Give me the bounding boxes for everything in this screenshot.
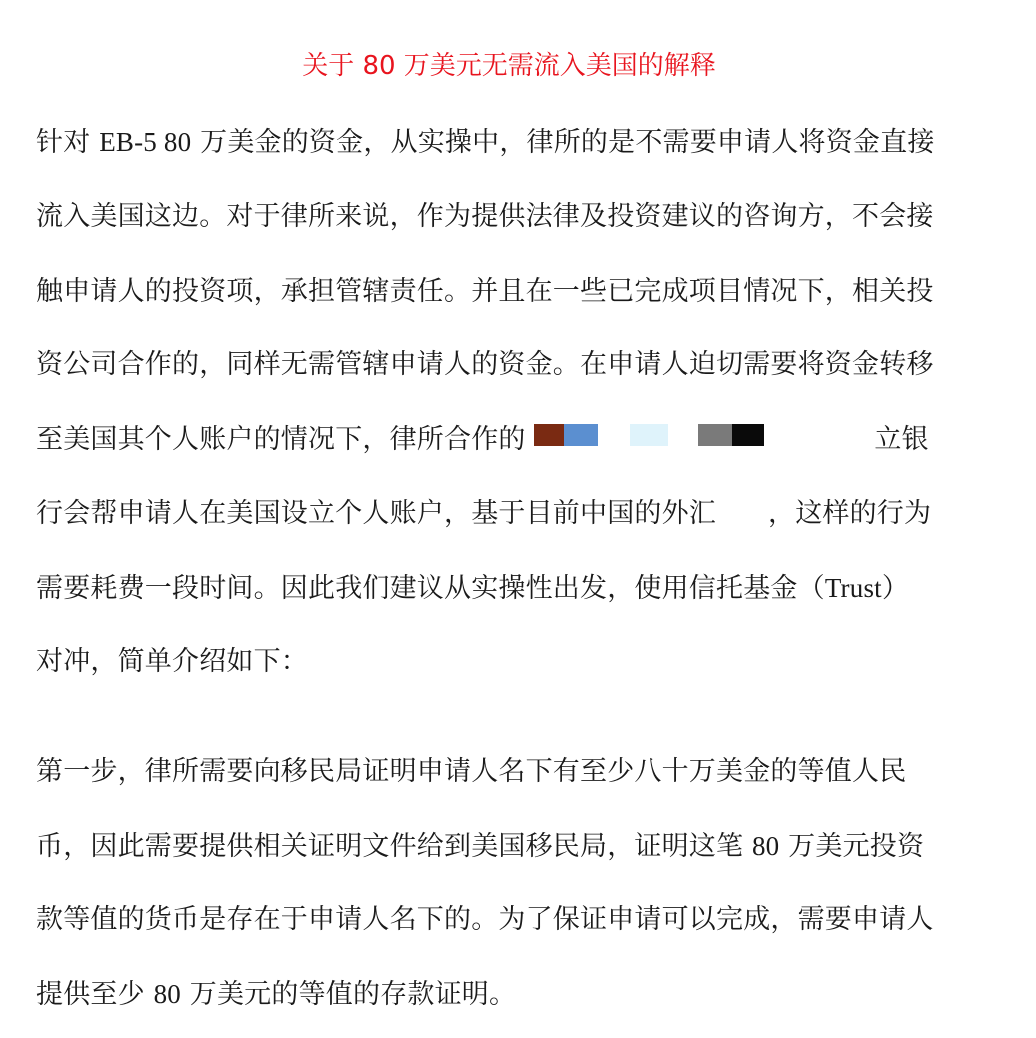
paragraph-2-line-1: 第一步，律所需要向移民局证明申请人名下有至少八十万美金的等值人民 <box>36 756 907 787</box>
text-segment: 提供至少 <box>36 979 154 1010</box>
redaction-mark-1 <box>534 424 564 446</box>
text-segment: 针对 <box>36 127 100 158</box>
text-segment: ，这样的行为 <box>768 498 932 529</box>
paragraph-2-line-3: 款等值的货币是存在于申请人名下的。为了保证申请可以完成，需要申请人 <box>36 904 934 935</box>
redaction-mark-2 <box>564 424 598 446</box>
paragraph-1-line-4: 资公司合作的，同样无需管辖申请人的资金。在申请人迫切需要将资金转移 <box>36 349 934 380</box>
text-segment-latin: 80 <box>153 979 181 1009</box>
text-segment: 需要耗费一段时间。因此我们建议从实操性出发，使用信托基金（ <box>36 573 825 604</box>
text-segment: ） <box>881 573 910 604</box>
paragraph-1-line-3: 触申请人的投资项，承担管辖责任。并且在一些已完成项目情况下，相关投 <box>36 276 934 307</box>
paragraph-2-line-4 <box>36 974 516 1015</box>
text-segment-latin: Trust <box>824 573 882 603</box>
text-segment-latin: EB-5 80 <box>99 127 192 157</box>
text-segment: 万美元投资 <box>779 831 925 862</box>
paragraph-1-line-8: 对冲，简单介绍如下： <box>36 646 308 677</box>
redaction-block <box>534 422 874 452</box>
text-segment: 行会帮申请人在美国设立个人账户，基于目前中国的外汇 <box>36 498 716 529</box>
redaction-mark-5 <box>732 424 764 446</box>
text-segment: 币，因此需要提供相关证明文件给到美国移民局，证明这笔 <box>36 831 752 862</box>
paragraph-1-line-5 <box>36 420 929 460</box>
redaction-mark-3 <box>630 424 668 446</box>
paragraph-1-line-7 <box>36 568 909 609</box>
text-segment-latin: 80 <box>751 831 780 861</box>
text-segment: 万美元的等值的存款证明。 <box>181 979 517 1010</box>
text-segment: 立银 <box>874 424 929 455</box>
paragraph-1-line-1 <box>36 122 935 163</box>
paragraph-1-line-2: 流入美国这边。对于律所来说，作为提供法律及投资建议的咨询方，不会接 <box>36 201 934 232</box>
document-title: 关于 80 万美元无需流入美国的解释 <box>302 51 716 81</box>
redaction-mark-4 <box>698 424 732 446</box>
paragraph-2-line-2 <box>36 826 924 867</box>
paragraph-1-line-6 <box>36 494 931 534</box>
text-segment: 万美金的资金，从实操中，律所的是不需要申请人将资金直接 <box>191 127 935 158</box>
text-segment: 至美国其个人账户的情况下，律所合作的 <box>36 424 535 455</box>
